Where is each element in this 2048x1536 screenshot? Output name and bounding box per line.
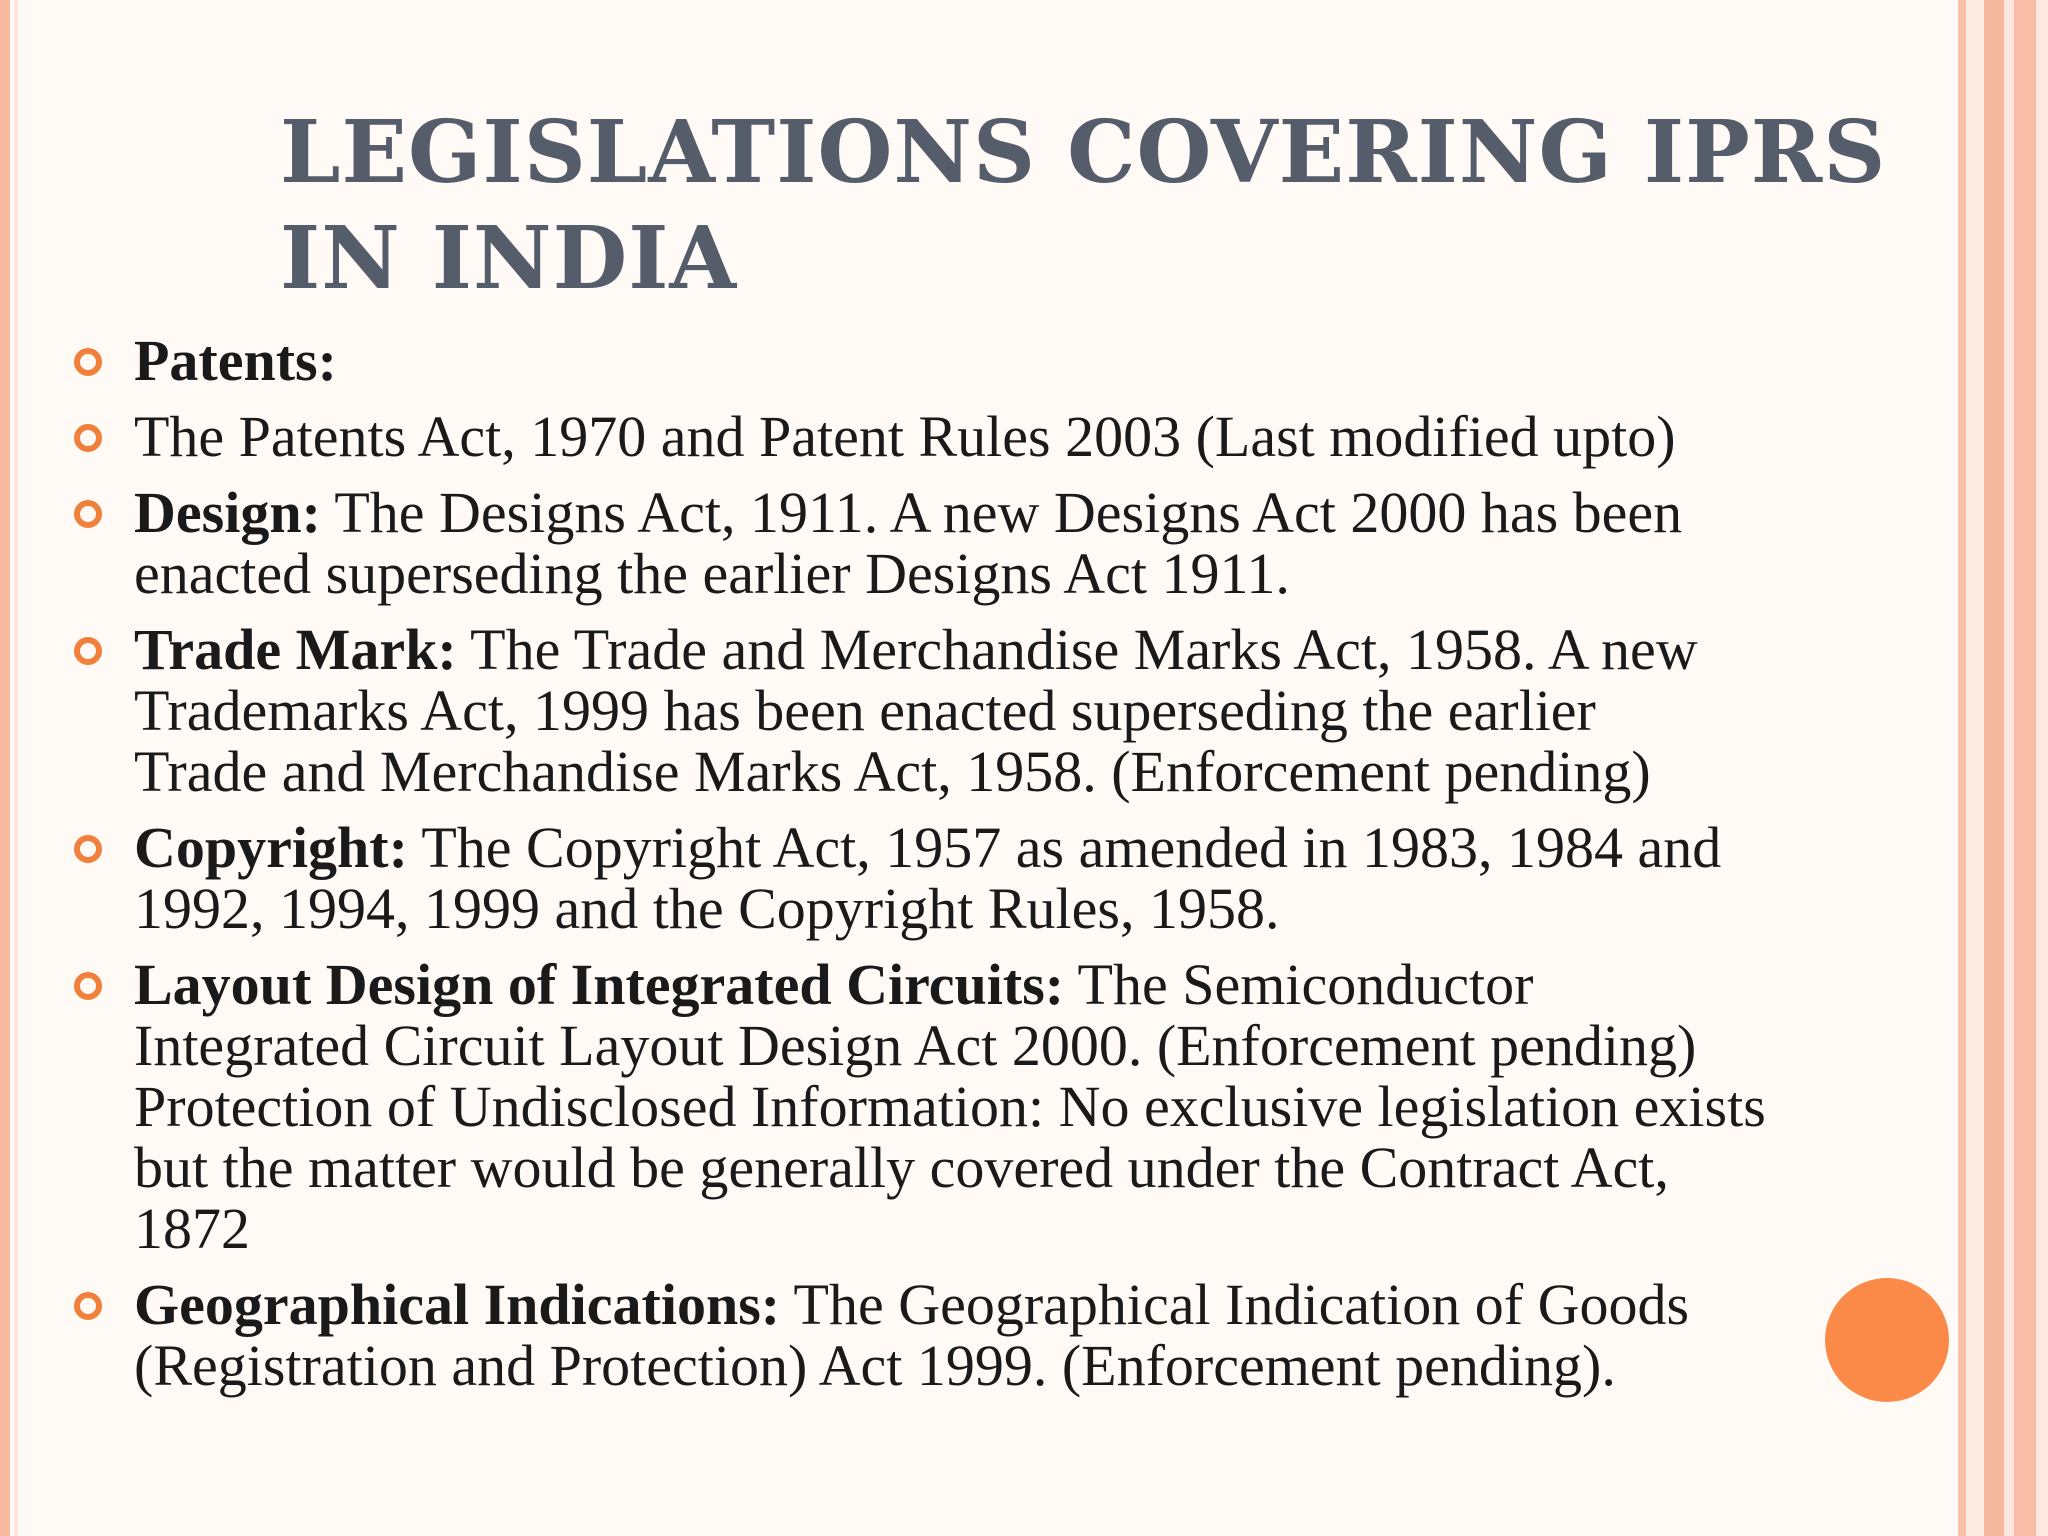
bullet-line: Trade and Merchandise Marks Act, 1958. (Enforcement pending) [134,739,1651,804]
bullet-circle-icon [74,348,102,376]
bullet-line: (Registration and Protection) Act 1999. (Enforcement pending). [134,1333,1616,1398]
bullet-circle-icon [74,424,102,452]
bullet-item [0,482,1960,604]
slide-title-line-2: IN INDIA [280,208,738,309]
bullet-line [134,954,1960,1015]
bullet-term: Copyright: [134,815,408,880]
right-border-stripe [2014,0,2036,1536]
bullet-line [134,330,1960,391]
bullet-list [0,330,1960,1411]
bullet-line-text: The Copyright Act, 1957 as amended in 1983, 1984 and [407,815,1722,880]
bullet-text [134,1274,1960,1396]
bullet-term: Trade Mark: [134,617,457,682]
bullet-circle-icon [74,835,102,863]
bullet-text [134,619,1960,802]
bullet-item [0,330,1960,391]
bullet-circle-icon [74,637,102,665]
bullet-text [134,406,1960,467]
right-border-stripe [1984,0,2004,1536]
bullet-line [134,1274,1960,1335]
bullet-line: 1872 [134,1196,250,1261]
bullet-line [134,817,1960,878]
bullet-line: Protection of Undisclosed Information: No exclusive legislation exists [134,1074,1766,1139]
bullet-text [134,482,1960,604]
bullet-circle-icon [74,500,102,528]
bullet-circle-icon [74,1292,102,1320]
bullet-line: Trademarks Act, 1999 has been enacted superseding the earlier [134,678,1596,743]
bullet-line-text: The Semiconductor [1064,952,1534,1017]
bullet-item [0,1274,1960,1396]
bullet-line-text: The Trade and Merchandise Marks Act, 1958. A new [456,617,1698,682]
right-border-stripe [2004,0,2014,1536]
bullet-text [134,817,1960,939]
bullet-term: Geographical Indications: [134,1272,781,1337]
right-border-stripe [2036,0,2048,1536]
bullet-item [0,619,1960,802]
bullet-line [134,406,1960,467]
bullet-item [0,954,1960,1259]
bullet-line-text: The Designs Act, 1911. A new Designs Act 2000 has been [320,480,1683,545]
bullet-line: 1992, 1994, 1999 and the Copyright Rules, 1958. [134,876,1280,941]
bullet-line: but the matter would be generally covered under the Contract Act, [134,1135,1669,1200]
bullet-line: enacted superseding the earlier Designs Act 1911. [134,541,1290,606]
bullet-item [0,406,1960,467]
bullet-line [134,619,1960,680]
right-border-stripe [1966,0,1984,1536]
slide-title [280,100,1940,312]
bullet-term: Layout Design of Integrated Circuits: [134,952,1065,1017]
bullet-line-text: The Patents Act, 1970 and Patent Rules 2003 (Last modified upto) [134,404,1676,469]
bullet-item [0,817,1960,939]
bullet-term: Design: [134,480,321,545]
bullet-line-text: The Geographical Indication of Goods [780,1272,1690,1337]
bullet-circle-icon [74,972,102,1000]
bullet-line [134,482,1960,543]
bullet-line: Integrated Circuit Layout Design Act 2000. (Enforcement pending) [134,1013,1697,1078]
bullet-text [134,954,1960,1259]
bullet-term: Patents: [134,328,337,393]
slide-title-line-1: LEGISLATIONS COVERING IPRS [280,102,1887,203]
bullet-text [134,330,1960,391]
